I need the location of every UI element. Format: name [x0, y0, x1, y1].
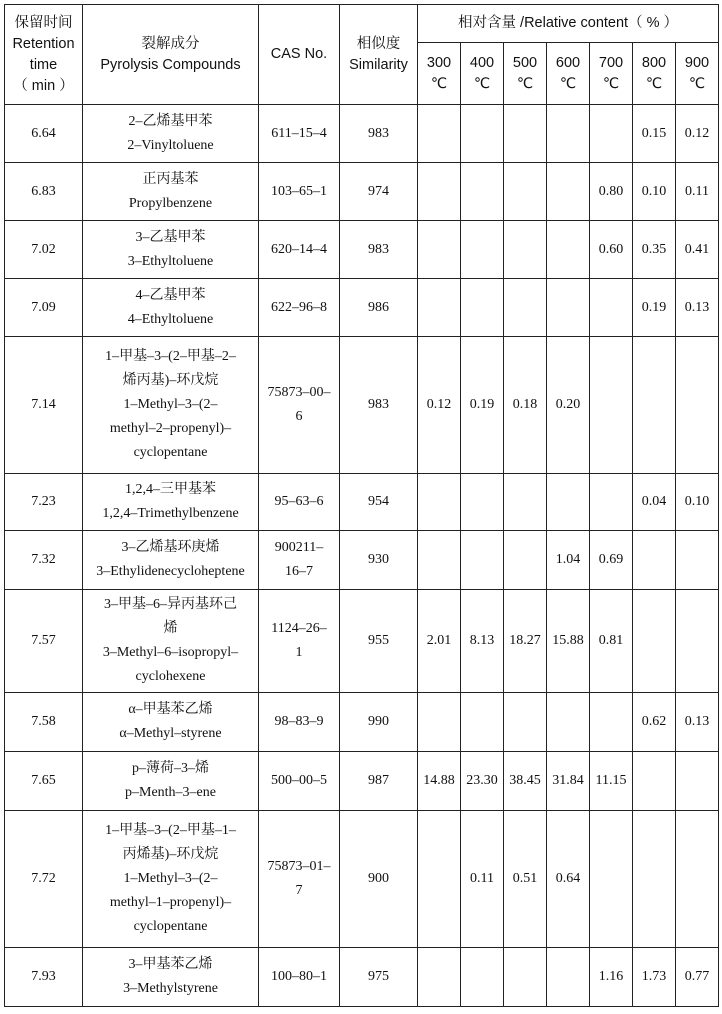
table-header: [5, 5, 719, 105]
retention-time-cell: 7.57: [5, 590, 83, 693]
cas-cell: [259, 279, 340, 337]
relative-content-cell: [461, 163, 504, 221]
relative-content-cell: [590, 474, 633, 531]
temperature-unit: ℃: [559, 75, 577, 92]
cas-cell: [259, 590, 340, 693]
compound-name-line: 1–Methyl–3–(2–: [123, 397, 218, 412]
header-compound-line: 裂解成分: [141, 35, 200, 52]
pyrolysis-compounds-table: [4, 4, 719, 1007]
relative-content-cell: [418, 221, 461, 279]
relative-content-cell: [547, 221, 590, 279]
compound-name-line: 2–乙烯基甲苯: [128, 113, 213, 129]
relative-content-cell: [590, 811, 633, 948]
compound-name-line: 1,2,4–三甲基苯: [125, 482, 216, 497]
cas-number-line: 611–15–4: [271, 125, 327, 141]
compound-name-line: 3–甲基–6–异丙基环己: [104, 597, 237, 612]
similarity-cell: 983: [340, 221, 418, 279]
relative-content-cell: [504, 221, 547, 279]
relative-content-cell: 2.01: [418, 590, 461, 693]
compound-name-line: 3–乙烯基环庚烯: [121, 540, 220, 555]
compound-cell: [83, 337, 259, 474]
cas-number-line: 1124–26–: [271, 621, 327, 636]
compound-cell: [83, 163, 259, 221]
relative-content-cell: [676, 590, 719, 693]
header-temperature: [504, 43, 547, 105]
relative-content-cell: [461, 279, 504, 337]
compound-name-line: 3–Ethylidenecycloheptene: [96, 564, 245, 579]
header-temperature: [418, 43, 461, 105]
similarity-cell: 983: [340, 337, 418, 474]
compound-name-line: 3–Methyl–6–isopropyl–: [102, 645, 239, 660]
header-temperature: [461, 43, 504, 105]
relative-content-cell: [418, 693, 461, 752]
compound-name-line: 1–甲基–3–(2–甲基–1–: [105, 823, 236, 838]
table-row: [5, 811, 719, 948]
relative-content-cell: [418, 279, 461, 337]
relative-content-cell: 0.77: [676, 948, 719, 1007]
cas-cell: [259, 337, 340, 474]
cas-cell: [259, 811, 340, 948]
temperature-value: 700: [598, 54, 624, 71]
relative-content-cell: 8.13: [461, 590, 504, 693]
relative-content-cell: 0.51: [504, 811, 547, 948]
relative-content-cell: 14.88: [418, 752, 461, 811]
retention-time-cell: 7.65: [5, 752, 83, 811]
header-row-1: [5, 5, 719, 43]
similarity-cell: 930: [340, 531, 418, 590]
relative-content-cell: [504, 948, 547, 1007]
relative-content-cell: [461, 221, 504, 279]
relative-content-cell: [504, 163, 547, 221]
compound-name-line: cyclopentane: [133, 445, 208, 460]
relative-content-cell: [590, 337, 633, 474]
compound-name-line: 烯丙基)–环戊烷: [122, 373, 219, 388]
similarity-cell: 975: [340, 948, 418, 1007]
relative-content-cell: 1.04: [547, 531, 590, 590]
similarity-cell: 990: [340, 693, 418, 752]
compound-cell: [83, 693, 259, 752]
temperature-value: 600: [555, 54, 581, 71]
compound-name-line: 3–甲基苯乙烯: [128, 957, 213, 972]
header-cas: CAS No.: [259, 5, 340, 105]
cas-number-line: 98–83–9: [274, 714, 324, 729]
cas-cell: [259, 948, 340, 1007]
cas-number-line: 100–80–1: [271, 969, 327, 984]
retention-time-cell: 7.09: [5, 279, 83, 337]
relative-content-cell: [461, 531, 504, 590]
similarity-cell: 987: [340, 752, 418, 811]
relative-content-cell: [590, 693, 633, 752]
temperature-value: 300: [426, 54, 452, 71]
table-row: [5, 590, 719, 693]
compound-name-line: methyl–1–propenyl)–: [109, 895, 232, 910]
relative-content-cell: [547, 163, 590, 221]
compound-name-line: 4–乙基甲苯: [135, 287, 206, 303]
table-row: [5, 474, 719, 531]
relative-content-cell: [461, 948, 504, 1007]
relative-content-cell: 0.10: [633, 163, 676, 221]
relative-content-cell: 0.80: [590, 163, 633, 221]
relative-content-cell: 0.19: [461, 337, 504, 474]
relative-content-cell: 0.81: [590, 590, 633, 693]
similarity-cell: 955: [340, 590, 418, 693]
cas-cell: [259, 105, 340, 163]
relative-content-cell: [418, 474, 461, 531]
compound-name-line: p–薄荷–3–烯: [132, 761, 209, 776]
header-temperature: [676, 43, 719, 105]
relative-content-cell: 0.11: [461, 811, 504, 948]
relative-content-cell: [547, 279, 590, 337]
cas-number-line: 6: [295, 409, 303, 424]
relative-content-cell: [547, 474, 590, 531]
relative-content-cell: [504, 531, 547, 590]
retention-time-cell: 7.23: [5, 474, 83, 531]
relative-content-cell: [418, 531, 461, 590]
relative-content-cell: [676, 752, 719, 811]
compound-name-line: 3–Ethyltoluene: [127, 253, 214, 269]
relative-content-cell: 23.30: [461, 752, 504, 811]
cas-cell: [259, 693, 340, 752]
compound-name-line: 3–Methylstyrene: [123, 981, 218, 996]
retention-time-cell: 7.32: [5, 531, 83, 590]
relative-content-cell: 0.10: [676, 474, 719, 531]
relative-content-cell: [418, 163, 461, 221]
header-relative-content: 相对含量 /Relative content（ % ）: [418, 5, 719, 43]
similarity-cell: 900: [340, 811, 418, 948]
compound-cell: [83, 279, 259, 337]
relative-content-cell: [461, 105, 504, 163]
relative-content-cell: [418, 811, 461, 948]
temperature-value: 800: [641, 54, 667, 71]
temperature-unit: ℃: [473, 75, 491, 92]
compound-name-line: 正丙基苯: [142, 171, 199, 187]
compound-name-line: p–Menth–3–ene: [125, 785, 216, 800]
relative-content-cell: [676, 811, 719, 948]
temperature-unit: ℃: [602, 75, 620, 92]
relative-content-cell: 15.88: [547, 590, 590, 693]
temperature-value: 900: [684, 54, 710, 71]
cas-number-line: 900211–: [274, 540, 324, 555]
relative-content-cell: [633, 590, 676, 693]
cas-cell: [259, 474, 340, 531]
compound-cell: [83, 590, 259, 693]
table-row: [5, 752, 719, 811]
relative-content-cell: 0.13: [676, 279, 719, 337]
relative-content-cell: 0.04: [633, 474, 676, 531]
temperature-value: 500: [512, 54, 538, 71]
relative-content-cell: [504, 105, 547, 163]
compound-name-line: 烯: [163, 621, 178, 636]
relative-content-cell: 0.35: [633, 221, 676, 279]
relative-content-cell: 0.11: [676, 163, 719, 221]
compound-name-line: 1–Methyl–3–(2–: [123, 871, 218, 886]
similarity-cell: 954: [340, 474, 418, 531]
temperature-unit: ℃: [516, 75, 534, 92]
table-row: [5, 279, 719, 337]
compound-name-line: α–甲基苯乙烯: [128, 702, 213, 717]
header-retention-time-line: time: [29, 56, 58, 73]
retention-time-cell: 7.14: [5, 337, 83, 474]
temperature-value: 400: [469, 54, 495, 71]
header-temperature: [547, 43, 590, 105]
relative-content-cell: 0.13: [676, 693, 719, 752]
relative-content-cell: [418, 105, 461, 163]
compound-name-line: Propylbenzene: [128, 195, 213, 211]
relative-content-cell: 0.12: [418, 337, 461, 474]
relative-content-cell: 31.84: [547, 752, 590, 811]
retention-time-cell: 6.64: [5, 105, 83, 163]
relative-content-cell: [461, 474, 504, 531]
header-temperature: [633, 43, 676, 105]
table-row: [5, 337, 719, 474]
table-row: [5, 531, 719, 590]
relative-content-cell: 0.62: [633, 693, 676, 752]
relative-content-cell: 1.73: [633, 948, 676, 1007]
header-temperature: [590, 43, 633, 105]
relative-content-cell: [547, 948, 590, 1007]
header-retention-time-line: Retention: [12, 35, 75, 52]
table-row: [5, 163, 719, 221]
compound-name-line: 丙烯基)–环戊烷: [122, 847, 219, 862]
cas-cell: [259, 752, 340, 811]
cas-cell: [259, 221, 340, 279]
compound-cell: [83, 474, 259, 531]
relative-content-cell: [633, 531, 676, 590]
similarity-cell: 974: [340, 163, 418, 221]
compound-name-line: methyl–2–propenyl)–: [109, 421, 232, 436]
relative-content-cell: 0.18: [504, 337, 547, 474]
compound-name-line: 4–Ethyltoluene: [127, 311, 214, 327]
compound-name-line: 1–甲基–3–(2–甲基–2–: [105, 349, 236, 364]
relative-content-cell: [504, 279, 547, 337]
table-row: [5, 105, 719, 163]
temperature-unit: ℃: [430, 75, 448, 92]
cas-number-line: 1: [295, 645, 303, 660]
compound-cell: [83, 948, 259, 1007]
relative-content-cell: [633, 752, 676, 811]
header-similarity: [340, 5, 418, 105]
relative-content-cell: 1.16: [590, 948, 633, 1007]
cas-number-line: 75873–00–: [267, 385, 331, 400]
relative-content-cell: [633, 811, 676, 948]
relative-content-cell: [461, 693, 504, 752]
compound-name-line: 3–乙基甲苯: [135, 229, 206, 245]
relative-content-cell: [676, 531, 719, 590]
table-body: [5, 105, 719, 1007]
relative-content-cell: [633, 337, 676, 474]
table-row: [5, 693, 719, 752]
table-row: [5, 221, 719, 279]
compound-cell: [83, 221, 259, 279]
relative-content-cell: 0.41: [676, 221, 719, 279]
cas-number-line: 75873–01–: [267, 859, 331, 874]
similarity-cell: 986: [340, 279, 418, 337]
retention-time-cell: 7.72: [5, 811, 83, 948]
relative-content-cell: [676, 337, 719, 474]
compound-name-line: cyclopentane: [133, 919, 208, 934]
relative-content-cell: [590, 105, 633, 163]
retention-time-cell: 7.02: [5, 221, 83, 279]
compound-cell: [83, 531, 259, 590]
relative-content-cell: 0.60: [590, 221, 633, 279]
relative-content-cell: [590, 279, 633, 337]
header-retention-time-line: （ min ）: [13, 77, 74, 94]
compound-name-line: 1,2,4–Trimethylbenzene: [102, 506, 239, 521]
relative-content-cell: 38.45: [504, 752, 547, 811]
relative-content-cell: 0.64: [547, 811, 590, 948]
header-similarity-line: Similarity: [349, 56, 408, 73]
compound-name-line: α–Methyl–styrene: [119, 726, 222, 741]
compound-cell: [83, 752, 259, 811]
similarity-cell: 983: [340, 105, 418, 163]
cas-number-line: 500–00–5: [271, 773, 327, 788]
relative-content-cell: 0.20: [547, 337, 590, 474]
relative-content-cell: 0.69: [590, 531, 633, 590]
temperature-unit: ℃: [688, 75, 706, 92]
cas-number-line: 7: [295, 883, 303, 898]
temperature-unit: ℃: [645, 75, 663, 92]
relative-content-cell: 11.15: [590, 752, 633, 811]
header-compound: [83, 5, 259, 105]
relative-content-cell: [547, 693, 590, 752]
compound-cell: [83, 105, 259, 163]
cas-number-line: 95–63–6: [274, 494, 324, 509]
retention-time-cell: 7.93: [5, 948, 83, 1007]
relative-content-cell: 0.19: [633, 279, 676, 337]
header-compound-line: Pyrolysis Compounds: [100, 56, 241, 73]
table-row: [5, 948, 719, 1007]
cas-cell: [259, 163, 340, 221]
relative-content-cell: 18.27: [504, 590, 547, 693]
compound-name-line: cyclohexene: [135, 669, 206, 684]
cas-number-line: 622–96–8: [271, 299, 327, 315]
relative-content-cell: [418, 948, 461, 1007]
retention-time-cell: 6.83: [5, 163, 83, 221]
relative-content-cell: [504, 474, 547, 531]
relative-content-cell: [504, 693, 547, 752]
compound-cell: [83, 811, 259, 948]
cas-number-line: 103–65–1: [271, 183, 327, 199]
cas-number-line: 620–14–4: [271, 241, 327, 257]
cas-cell: [259, 531, 340, 590]
relative-content-cell: 0.15: [633, 105, 676, 163]
header-retention-time-line: 保留时间: [14, 14, 73, 31]
compound-name-line: 2–Vinyltoluene: [127, 137, 214, 153]
retention-time-cell: 7.58: [5, 693, 83, 752]
header-similarity-line: 相似度: [356, 35, 401, 52]
cas-number-line: 16–7: [285, 564, 313, 579]
header-retention-time: [5, 5, 83, 105]
relative-content-cell: 0.12: [676, 105, 719, 163]
relative-content-cell: [547, 105, 590, 163]
